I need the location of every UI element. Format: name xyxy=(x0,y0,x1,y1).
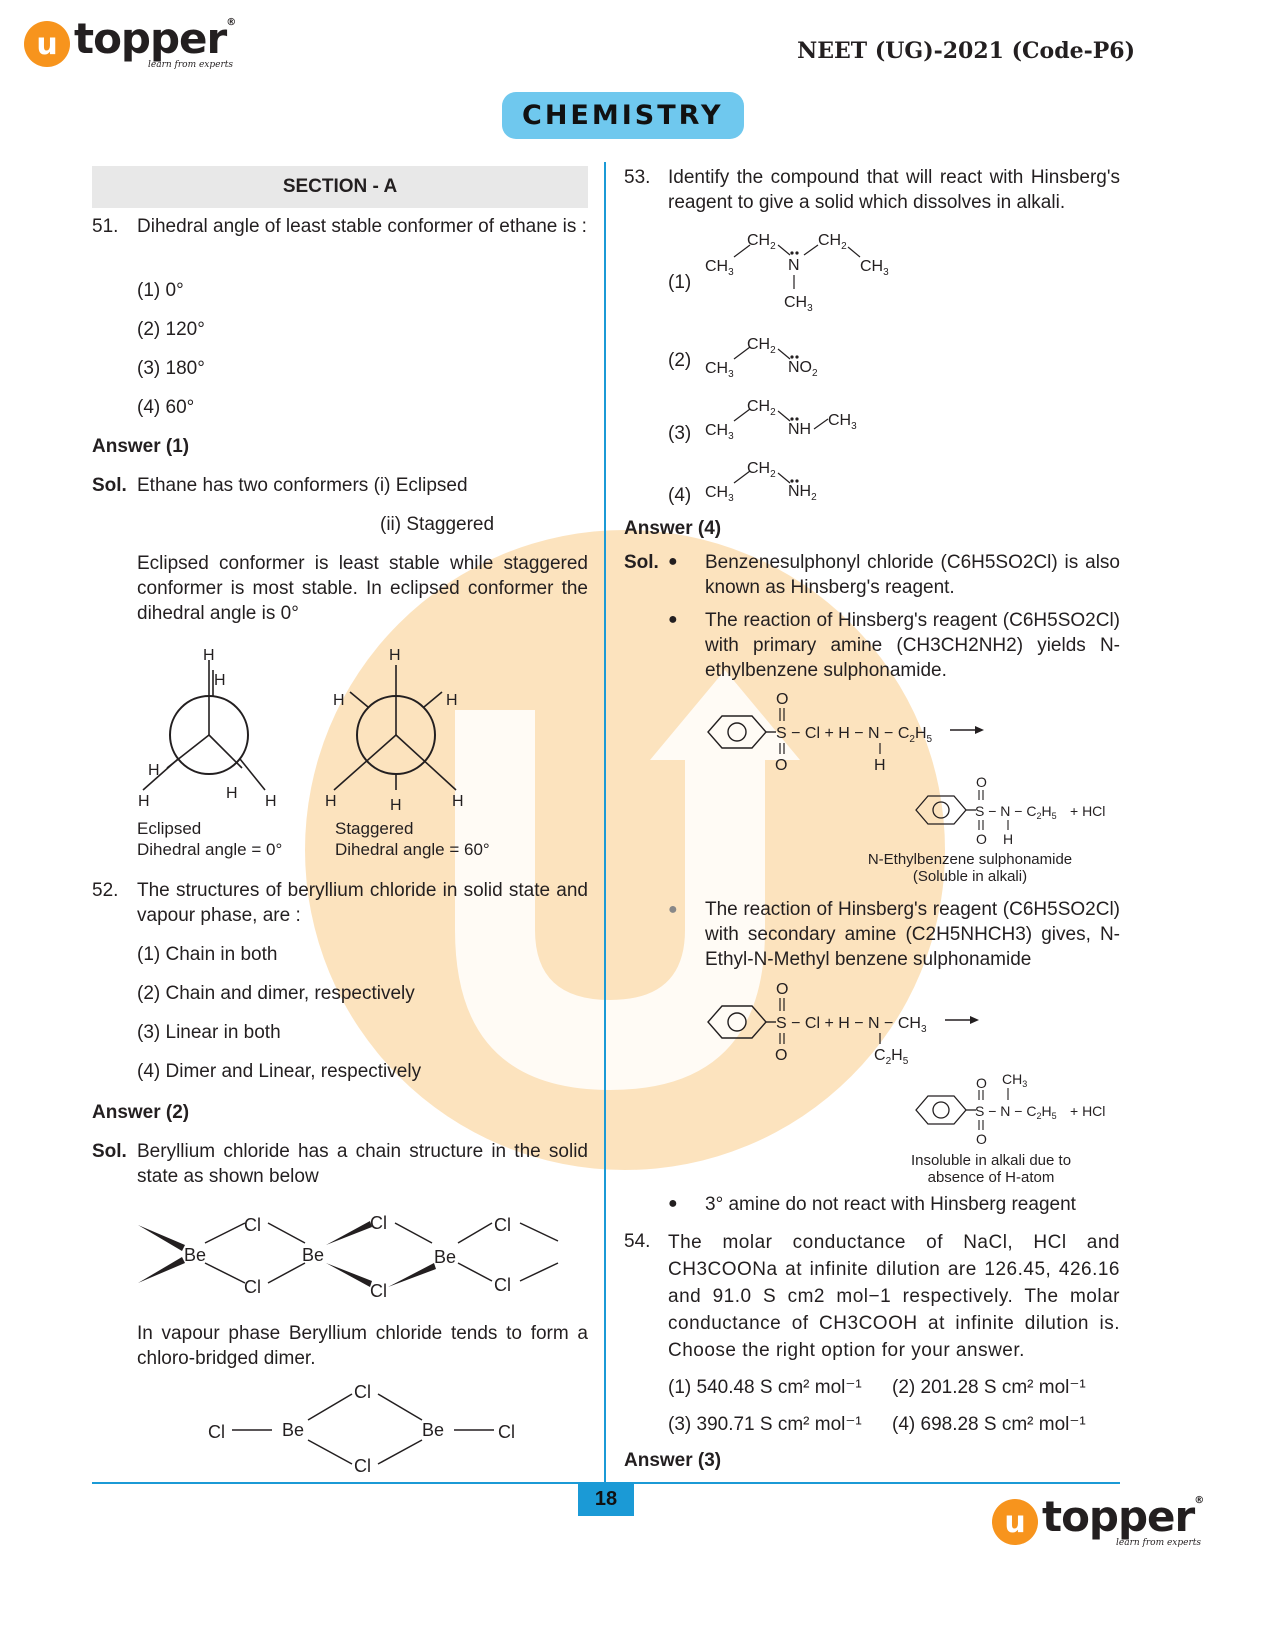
q51-option-1: (1) 0° xyxy=(137,280,184,301)
q52-answer: Answer (2) xyxy=(92,1102,190,1123)
q52-sol-text: Beryllium chloride has a chain structure in the solid state as shown below xyxy=(137,1141,588,1187)
q54-number: 54. xyxy=(624,1231,651,1252)
q53-option-2-label: (2) xyxy=(668,350,692,371)
svg-text:CH3: $CH_3$ xyxy=(1002,1071,1028,1089)
becl2-chain-structure xyxy=(130,1205,570,1305)
atom-label: Be xyxy=(302,1245,325,1265)
atom-label: Cl xyxy=(208,1422,225,1442)
logo-u-icon: u xyxy=(992,1499,1038,1545)
logo-text: topper xyxy=(74,14,227,63)
product2-caption xyxy=(880,1152,1102,1186)
q54-option-2: (2) 201.28 S cm² mol⁻¹ xyxy=(892,1377,1086,1398)
q52-vapour-text: In vapour phase Beryllium chloride tends to form a chloro-bridged dimer. xyxy=(137,1323,588,1369)
svg-text:S − Cl + H − N − CH3: $S - Cl + H - N - CH_3$ xyxy=(776,1015,927,1035)
q51-option-2: (2) 120° xyxy=(137,319,205,340)
q51-text: Dihedral angle of least stable conformer of ethane is : xyxy=(137,216,587,237)
q52-option-2: (2) Chain and dimer, respectively xyxy=(137,983,415,1004)
svg-text:CH3: $CH_3$ xyxy=(705,360,734,380)
svg-text:H: H xyxy=(874,757,886,774)
svg-text:S − N − C2H5: $S - N - C_2H_5$ xyxy=(975,1103,1057,1121)
logo-tagline: learn from experts xyxy=(1116,1538,1202,1548)
atom-label: H xyxy=(226,785,238,802)
svg-text:O: O xyxy=(976,774,987,790)
atom-label: Cl xyxy=(370,1213,387,1233)
svg-text:O: O xyxy=(776,691,789,708)
q52-sol-label: Sol. xyxy=(92,1141,127,1162)
svg-text:O: O xyxy=(976,1131,987,1147)
svg-text:CH3: $CH_3$ xyxy=(784,294,813,314)
q53-sol-label: Sol. xyxy=(624,552,659,573)
atom-label: Cl xyxy=(244,1277,261,1297)
svg-text:CH2: $CH_2$ xyxy=(818,232,847,252)
q54-option-1: (1) 540.48 S cm² mol⁻¹ xyxy=(668,1377,862,1398)
q51-sol-paragraph: Eclipsed conformer is least stable while staggered conformer is most stable. In eclipsed conformer the dihedral angle is 0° xyxy=(137,553,588,624)
staggered-caption-line2: Dihedral angle = 60° xyxy=(335,840,490,859)
atom-label: Cl xyxy=(244,1215,261,1235)
q52-option-4: (4) Dimer and Linear, respectively xyxy=(137,1061,422,1082)
svg-text:NH2: $NH_2$ xyxy=(788,483,817,503)
q53-structures xyxy=(700,225,900,510)
atom-label: Be xyxy=(282,1420,305,1440)
svg-text:O: O xyxy=(775,757,788,774)
svg-text:O: O xyxy=(976,831,987,847)
q54-option-4: (4) 698.28 S cm² mol⁻¹ xyxy=(892,1414,1086,1435)
svg-text:CH2: $CH_2$ xyxy=(747,398,776,418)
atom-label: Cl xyxy=(494,1215,511,1235)
atom-label: H xyxy=(148,762,160,779)
q53-bullet-2: The reaction of Hinsberg's reagent (C6H5SO2Cl) with primary amine (CH3CH2NH2) yields N-ethylbenzene sulphonamide. xyxy=(705,610,1120,681)
q54-text: The molar conductance of NaCl, HCl and CH3COONa at infinite dilution are 126.45, 426.16 and 91.0 S cm2 mol−1 respectively. The molar conductance of CH3COOH at infinite dilution is. Choose the right option for your answer. xyxy=(668,1232,1120,1361)
eclipsed-caption xyxy=(137,818,282,860)
atom-label: H xyxy=(452,793,464,810)
q51-answer: Answer (1) xyxy=(92,436,190,457)
svg-text:O: O xyxy=(776,981,789,998)
q51-sol-label: Sol. xyxy=(92,475,127,496)
atom-label: Be xyxy=(422,1420,445,1440)
q54-answer: Answer (3) xyxy=(624,1450,722,1471)
atom-label: Cl xyxy=(494,1275,511,1295)
atom-label: H xyxy=(446,692,458,709)
staggered-caption-line1: Staggered xyxy=(335,819,414,838)
becl2-dimer-structure xyxy=(200,1380,540,1480)
staggered-caption xyxy=(335,818,490,860)
svg-text:CH3: $CH_3$ xyxy=(705,422,734,442)
column-divider xyxy=(604,162,606,1482)
product-ethyl-methyl-benzene-sulphonamide xyxy=(910,1068,1130,1148)
svg-text:CH2: $CH_2$ xyxy=(747,232,776,252)
svg-text:S − Cl + H − N − C2H5: $S - Cl + H - N - C_2H_5$ xyxy=(776,725,933,745)
atom-label: H xyxy=(390,797,402,814)
bullet-icon: ● xyxy=(668,901,678,918)
q53-option-3-label: (3) xyxy=(668,423,692,444)
svg-text:CH2: $CH_2$ xyxy=(747,460,776,480)
bullet-icon: ● xyxy=(668,1195,678,1212)
reaction-secondary-amine xyxy=(700,978,1000,1070)
atom-label: H xyxy=(389,647,401,664)
svg-text:+ HCl: + HCl xyxy=(1070,1103,1106,1119)
atom-label: Cl xyxy=(354,1456,371,1476)
q53-bullet-1: Benzenesulphonyl chloride (C6H5SO2Cl) is also known as Hinsberg's reagent. xyxy=(705,552,1120,598)
subject-title: CHEMISTRY xyxy=(502,92,744,139)
q54-option-3: (3) 390.71 S cm² mol⁻¹ xyxy=(668,1414,862,1435)
q52-text: The structures of beryllium chloride in solid state and vapour phase, are : xyxy=(137,880,588,926)
atom-label: H xyxy=(333,692,345,709)
section-title: SECTION - A xyxy=(92,166,588,208)
q52-option-1: (1) Chain in both xyxy=(137,944,278,965)
atom-label: H xyxy=(325,793,337,810)
product-ethylbenzene-sulphonamide xyxy=(910,772,1130,852)
q51-number: 51. xyxy=(92,216,119,237)
svg-text:+ HCl: + HCl xyxy=(1070,803,1106,819)
q51-sol-line2: (ii) Staggered xyxy=(380,514,495,535)
logo-text: topper xyxy=(1042,1492,1195,1541)
eclipsed-caption-line2: Dihedral angle = 0° xyxy=(137,840,283,859)
atom-label: H xyxy=(265,793,277,810)
atom-label: Be xyxy=(184,1245,207,1265)
q52-option-3: (3) Linear in both xyxy=(137,1022,281,1043)
svg-text:NO2: $NO_2$ xyxy=(788,359,818,379)
bullet-icon: ● xyxy=(668,553,678,570)
atom-label: Cl xyxy=(370,1281,387,1301)
svg-text:NH: NH xyxy=(788,421,812,438)
q51-option-3: (3) 180° xyxy=(137,358,205,379)
svg-text:S − N − C2H5: $S - N - C_2H_5$ xyxy=(975,803,1057,821)
svg-text:CH3: $CH_3$ xyxy=(860,258,889,278)
product1-note: (Soluble in alkali) xyxy=(912,868,1028,885)
atom-label: Cl xyxy=(498,1422,515,1442)
q51-option-4: (4) 60° xyxy=(137,397,195,418)
page-number: 18 xyxy=(578,1482,634,1516)
q53-number: 53. xyxy=(624,167,651,188)
svg-text:H: H xyxy=(1003,831,1014,847)
svg-text:N: N xyxy=(788,257,800,274)
svg-text:CH2: $CH_2$ xyxy=(747,336,776,356)
q53-text: Identify the compound that will react with Hinsberg's reagent to give a solid which dissolves in alkali. xyxy=(668,167,1120,213)
topper-logo-footer: u topper® learn from experts xyxy=(992,1496,1203,1548)
svg-text:C2H5: $C_2H_5$ xyxy=(874,1047,909,1067)
bullet-icon: ● xyxy=(668,611,678,628)
svg-text:CH3: $CH_3$ xyxy=(705,258,734,278)
product1-name: N-Ethylbenzene sulphonamide xyxy=(867,851,1073,868)
topper-logo-header: u topper® learn from experts xyxy=(24,18,235,70)
atom-label: H xyxy=(138,793,150,810)
q53-bullet-4: 3° amine do not react with Hinsberg reagent xyxy=(705,1194,1076,1215)
q52-number: 52. xyxy=(92,880,119,901)
svg-text:O: O xyxy=(976,1075,987,1091)
reaction-primary-amine xyxy=(700,688,1000,776)
atom-label: H xyxy=(214,672,226,689)
logo-u-icon: u xyxy=(24,21,70,67)
atom-label: H xyxy=(203,647,215,664)
q53-option-1-label: (1) xyxy=(668,272,692,293)
q53-bullet-3: The reaction of Hinsberg's reagent (C6H5SO2Cl) with secondary amine (C2H5NHCH3) gives, N-Ethyl-N-Methyl benzene sulphonamide xyxy=(705,899,1120,970)
logo-tagline: learn from experts xyxy=(148,60,234,70)
product2-note-line2: absence of H-atom xyxy=(927,1169,1055,1186)
product2-note-line1: Insoluble in alkali due to xyxy=(910,1152,1072,1169)
atom-label: Cl xyxy=(354,1382,371,1402)
svg-text:CH3: $CH_3$ xyxy=(828,412,857,432)
eclipsed-caption-line1: Eclipsed xyxy=(137,819,202,838)
exam-code: NEET (UG)-2021 (Code-P6) xyxy=(797,38,1135,64)
product1-caption xyxy=(865,851,1075,885)
q51-sol-line1: Ethane has two conformers (i) Eclipsed xyxy=(137,475,468,496)
q53-option-4-label: (4) xyxy=(668,485,692,506)
atom-label: Be xyxy=(434,1247,457,1267)
svg-text:CH3: $CH_3$ xyxy=(705,484,734,504)
q53-answer: Answer (4) xyxy=(624,518,722,539)
newman-projections-figure xyxy=(130,640,550,820)
svg-text:O: O xyxy=(775,1047,788,1064)
